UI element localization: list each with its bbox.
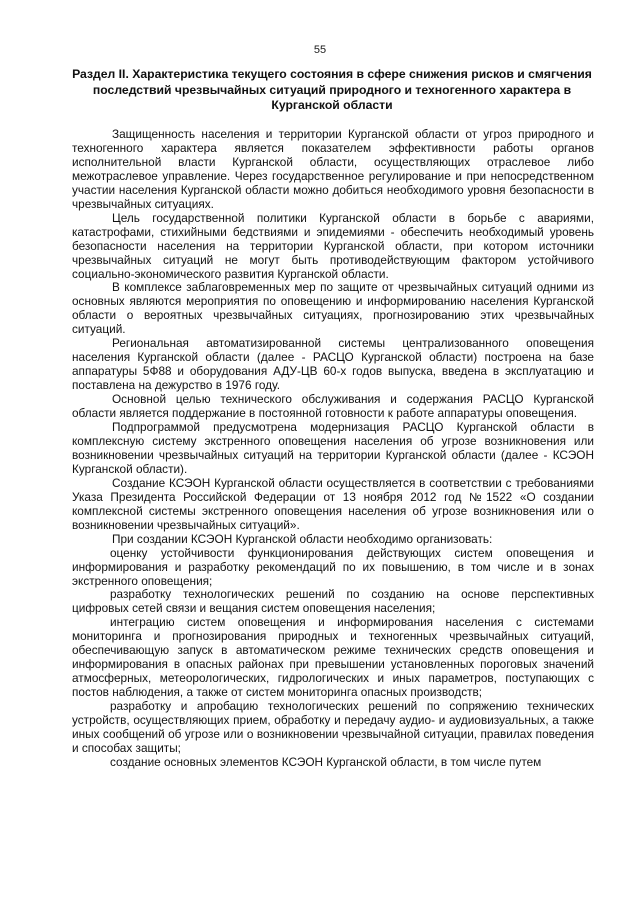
paragraph: В комплексе заблаговременных мер по защите от чрезвычайных ситуаций одними из основных являются мероприятия по оповещению и информированию населения Курганской области о вероятных чрезвычайных ситуациях, прогнозированию этих чрезвычайных ситуаций. — [72, 280, 594, 337]
paragraph: Создание КСЭОН Курганской области осуществляется в соответствии с требованиями Указа Президента Российской Федерации от 13 ноября 2012 год №1522 «О создании комплексной системы экстренного оповещения населения об угрозе возникновения или о возникновении чрезвычайных ситуаций». — [72, 475, 594, 532]
list-item: оценку устойчивости функционирования действующих систем оповещения и информирования и разработку рекомендаций по их повышению, в том числе и в зонах экстренного оповещения; — [72, 545, 594, 588]
paragraph: Цель государственной политики Курганской области в борьбе с авариями, катастрофами, стихийными бедствиями и эпидемиями - обеспечить необходимый уровень безопасности населения на территории Курганской области, при котором источники чрезвычайных ситуаций не могут быть противодействующим фактором устойчивого социально-экономического развития Курганской области. — [72, 210, 594, 281]
list-item: интеграцию систем оповещения и информирования населения с системами мониторинга и прогнозирования природных и техногенных чрезвычайных ситуаций, обеспечивающую запуск в автоматическом режиме технических средств оповещения и информирования в опасных районах при превышении установленных пороговых значений атмосферных, метеорологических, гидрологических и иных параметров, поступающих с постов наблюдения, а также от систем мониторинга опасных производств; — [72, 615, 594, 700]
list-item: разработку и апробацию технологических решений по сопряжению технических устройств, осуществляющих прием, обработку и передачу аудио- и аудиовизуальных, а также иных сообщений об угрозе или о возникновении чрезвычайной ситуации, правилах поведения и способах защиты; — [72, 699, 594, 755]
paragraph: При создании КСЭОН Курганской области необходимо организовать: — [112, 531, 493, 546]
paragraph: Подпрограммой предусмотрена модернизация РАСЦО Курганской области в комплексную систему экстренного оповещения населения об угрозе возникновения или возникновении чрезвычайных ситуаций на территории Курганской области (далее - КСЭОН Курганской области). — [72, 420, 594, 476]
page-number: 55 — [313, 44, 327, 56]
paragraph: Региональная автоматизированной системы централизованного оповещения населения Курганской области (далее - РАСЦО Курганской области) построена на базе аппаратуры 5Ф88 и оборудования АДУ-ЦВ 60-х годов выпуска, введена в эксплуатацию и поставлена на дежурство в 1976 году. — [72, 336, 594, 393]
list-item: разработку технологических решений по созданию на основе перспективных цифровых сетей связи и вещания систем оповещения населения; — [72, 587, 594, 616]
paragraph: Основной целью технического обслуживания и содержания РАСЦО Курганской области является поддержание в постоянной готовности к работе аппаратуры оповещения. — [72, 392, 594, 421]
section-heading: Раздел II. Характеристика текущего состояния в сфере снижения рисков и смягчения последствий чрезвычайных ситуаций природного и техногенного характера в Курганской области — [72, 67, 592, 112]
document-body — [72, 128, 594, 770]
paragraph: Защищенность населения и территории Курганской области от угроз природного и техногенного характера является показателем эффективности работы органов исполнительной власти Курганской области, осуществляющих отраслевое либо межотраслевое управление. Через государственное регулирование и при непосредственном участии населения Курганской области можно добиться необходимого уровня безопасности в чрезвычайных ситуациях. — [72, 127, 594, 211]
list-item: создание основных элементов КСЭОН Курганской области, в том числе путем — [110, 754, 542, 769]
